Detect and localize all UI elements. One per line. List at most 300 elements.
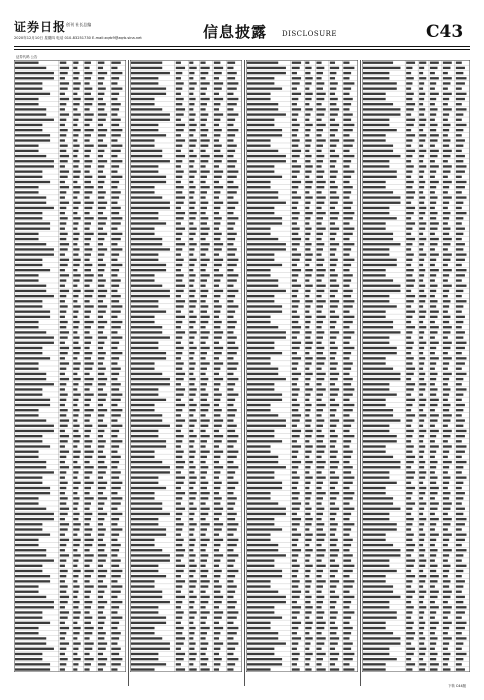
table-cell-text xyxy=(111,404,117,406)
table-cell-text xyxy=(292,554,299,556)
table-cell-text xyxy=(343,637,349,639)
table-cell-text xyxy=(176,300,185,302)
table-cell-text xyxy=(200,622,205,624)
table-cell-text xyxy=(316,378,324,380)
table-cell-text xyxy=(419,528,423,530)
table-cell-text xyxy=(227,461,233,463)
table-cell-text xyxy=(305,326,309,328)
table-cell-text xyxy=(200,580,209,582)
table-cell-text xyxy=(176,575,181,577)
table-cell-text xyxy=(305,611,311,613)
table-cell-text xyxy=(292,430,301,432)
table-cell-text xyxy=(316,357,325,359)
table-cell-text xyxy=(330,352,337,354)
table-cell-text xyxy=(98,170,103,172)
table-cell-text xyxy=(214,82,223,84)
table-cell-text xyxy=(214,393,222,395)
table-cell-text xyxy=(200,378,208,380)
table-cell-text xyxy=(60,399,67,401)
table-cell-text xyxy=(330,248,337,250)
table-cell-text xyxy=(111,62,120,64)
table-cell-text xyxy=(98,165,105,167)
table-cell-text xyxy=(227,430,235,432)
table-cell-text xyxy=(176,487,181,489)
table-cell-text xyxy=(111,160,122,162)
table-cell-text xyxy=(73,476,77,478)
table-cell-text xyxy=(98,399,106,401)
table-cell-text xyxy=(15,622,50,624)
table-cell-text xyxy=(189,518,193,520)
table-cell-text xyxy=(305,357,312,359)
table-cell-text xyxy=(343,409,352,411)
table-cell-text xyxy=(214,155,223,157)
table-cell-text xyxy=(60,155,69,157)
table-cell-text xyxy=(73,300,77,302)
table-cell-text xyxy=(189,108,193,110)
table-cell-text xyxy=(200,305,208,307)
table-cell-text xyxy=(73,606,78,608)
table-cell-text xyxy=(330,279,337,281)
table-cell-text xyxy=(60,77,65,79)
table-cell-text xyxy=(15,580,50,582)
table-cell-text xyxy=(305,476,312,478)
table-cell-text xyxy=(316,409,323,411)
table-cell-text xyxy=(200,352,207,354)
table-cell-text xyxy=(456,642,463,644)
table-cell-text xyxy=(247,150,278,152)
table-cell-text xyxy=(84,622,91,624)
table-cell-text xyxy=(84,451,93,453)
table-cell-text xyxy=(305,108,312,110)
table-cell-text xyxy=(247,611,274,613)
table-cell-text xyxy=(176,476,185,478)
table-cell-text xyxy=(60,456,67,458)
table-cell-text xyxy=(73,497,79,499)
table-cell-text xyxy=(200,253,205,255)
table-cell-text xyxy=(406,668,412,670)
table-cell-text xyxy=(73,451,80,453)
table-cell-text xyxy=(98,321,107,323)
table-cell-text xyxy=(406,559,415,561)
table-cell-text xyxy=(131,207,170,209)
table-cell-text xyxy=(305,72,310,74)
table-cell-text xyxy=(214,648,221,650)
table-cell-text xyxy=(406,352,411,354)
table-cell-text xyxy=(227,523,238,525)
table-cell-text xyxy=(60,383,67,385)
table-cell-text xyxy=(60,534,65,536)
table-cell-text xyxy=(343,124,354,126)
table-cell-text xyxy=(176,108,185,110)
table-cell-text xyxy=(176,637,185,639)
table-cell-text xyxy=(15,393,42,395)
table-cell-text xyxy=(430,217,436,219)
table-cell-text xyxy=(305,591,309,593)
table-cell-text xyxy=(316,113,324,115)
table-cell-text xyxy=(456,663,462,665)
table-cell-text xyxy=(131,617,166,619)
table-cell-text xyxy=(176,653,185,655)
table-cell-text xyxy=(131,476,158,478)
table-cell-text xyxy=(189,523,196,525)
table-cell-text xyxy=(343,285,349,287)
table-cell-text xyxy=(200,404,209,406)
table-cell-text xyxy=(200,471,207,473)
table-cell-text xyxy=(343,176,351,178)
table-cell-text xyxy=(406,497,411,499)
table-cell-text xyxy=(406,502,415,504)
table-cell-text xyxy=(131,585,155,587)
table-cell-text xyxy=(430,259,436,261)
table-cell-text xyxy=(343,611,354,613)
table-cell-text xyxy=(131,191,155,193)
table-cell-text xyxy=(227,62,235,64)
table-cell-text xyxy=(406,98,412,100)
table-cell-text xyxy=(98,404,103,406)
table-cell-text xyxy=(292,300,300,302)
table-cell-text xyxy=(406,217,411,219)
table-cell-text xyxy=(111,513,122,515)
table-cell-text xyxy=(343,466,352,468)
table-cell-text xyxy=(214,181,219,183)
table-cell-text xyxy=(111,165,119,167)
table-cell-text xyxy=(214,357,219,359)
table-cell-text xyxy=(98,217,107,219)
table-cell-text xyxy=(131,145,155,147)
table-cell-text xyxy=(227,471,235,473)
table-cell-text xyxy=(316,627,324,629)
table-cell-text xyxy=(189,300,196,302)
table-cell-text xyxy=(200,145,208,147)
table-cell-text xyxy=(214,77,219,79)
table-cell-text xyxy=(430,155,438,157)
table-cell-text xyxy=(316,264,323,266)
table-cell-text xyxy=(227,497,236,499)
table-cell-text xyxy=(189,585,195,587)
table-cell-text xyxy=(406,451,412,453)
table-cell-text xyxy=(247,575,282,577)
table-cell-text xyxy=(176,305,184,307)
table-cell-text xyxy=(189,373,193,375)
table-cell-text xyxy=(176,326,181,328)
table-cell-text xyxy=(200,134,207,136)
table-cell-text xyxy=(316,82,324,84)
table-cell-text xyxy=(131,627,155,629)
table-cell-text xyxy=(227,212,233,214)
table-cell-text xyxy=(363,482,397,484)
table-cell-text xyxy=(316,207,321,209)
table-cell-text xyxy=(343,596,354,598)
table-cell-text xyxy=(176,585,183,587)
table-cell-text xyxy=(456,476,467,478)
table-cell-text xyxy=(330,575,335,577)
table-cell-text xyxy=(363,663,386,665)
table-cell-text xyxy=(419,264,423,266)
table-cell-text xyxy=(60,222,67,224)
table-cell-text xyxy=(214,170,223,172)
table-cell-text xyxy=(363,632,393,634)
table-cell-text xyxy=(98,632,106,634)
table-cell-text xyxy=(330,196,339,198)
table-cell-text xyxy=(443,378,449,380)
table-cell-text xyxy=(131,269,166,271)
table-cell-text xyxy=(363,622,386,624)
table-cell-text xyxy=(419,508,424,510)
table-cell-text xyxy=(98,98,103,100)
table-cell-text xyxy=(419,419,424,421)
table-cell-text xyxy=(292,264,297,266)
table-cell-text xyxy=(84,145,93,147)
table-cell-text xyxy=(247,311,282,313)
table-cell-text xyxy=(111,451,117,453)
table-cell-text xyxy=(406,238,415,240)
table-cell-text xyxy=(247,445,271,447)
table-cell-text xyxy=(292,404,300,406)
table-cell-text xyxy=(247,222,282,224)
table-cell-text xyxy=(292,305,299,307)
table-cell-text xyxy=(111,668,117,670)
table-cell-text xyxy=(247,476,274,478)
table-cell-text xyxy=(292,311,297,313)
table-cell-text xyxy=(200,591,205,593)
table-cell-text xyxy=(200,357,205,359)
table-cell-text xyxy=(430,145,435,147)
table-cell-text xyxy=(214,653,219,655)
table-cell-text xyxy=(15,425,54,427)
table-cell-text xyxy=(15,196,46,198)
table-cell-text xyxy=(443,362,449,364)
table-cell-text xyxy=(316,388,325,390)
table-cell-text xyxy=(98,539,103,541)
table-cell-text xyxy=(456,72,463,74)
table-cell-text xyxy=(343,305,352,307)
table-cell-text xyxy=(227,145,236,147)
table-cell-text xyxy=(200,456,207,458)
table-cell-text xyxy=(343,591,349,593)
table-cell-text xyxy=(189,409,195,411)
table-cell-text xyxy=(292,259,300,261)
table-cell-text xyxy=(316,243,324,245)
table-cell-text xyxy=(363,658,397,660)
table-cell-text xyxy=(176,435,184,437)
table-cell-text xyxy=(227,606,235,608)
table-cell-text xyxy=(305,87,309,89)
table-cell-text xyxy=(15,409,39,411)
table-cell-text xyxy=(214,145,222,147)
table-cell-text xyxy=(227,632,236,634)
table-cell-text xyxy=(98,559,106,561)
table-cell-text xyxy=(330,388,339,390)
table-cell-text xyxy=(60,290,69,292)
table-cell-text xyxy=(15,497,39,499)
table-cell-text xyxy=(419,404,425,406)
table-cell-text xyxy=(406,539,412,541)
table-cell-text xyxy=(343,430,349,432)
table-cell-text xyxy=(247,290,286,292)
table-cell-text xyxy=(189,497,195,499)
table-cell-text xyxy=(214,383,221,385)
table-cell-text xyxy=(227,648,235,650)
table-cell-text xyxy=(316,155,324,157)
table-cell-text xyxy=(84,285,89,287)
table-cell-text xyxy=(363,238,393,240)
table-cell-text xyxy=(343,539,352,541)
table-cell-text xyxy=(176,274,184,276)
table-cell-text xyxy=(189,311,193,313)
table-cell-text xyxy=(363,352,397,354)
table-cell-text xyxy=(98,580,103,582)
table-cell-text xyxy=(131,502,162,504)
table-cell-text xyxy=(98,129,107,131)
table-cell-text xyxy=(330,202,338,204)
table-cell-text xyxy=(227,113,238,115)
table-cell-text xyxy=(200,632,207,634)
table-cell-text xyxy=(176,565,185,567)
table-cell-text xyxy=(73,150,78,152)
table-grid xyxy=(14,60,126,672)
table-cell-text xyxy=(247,502,278,504)
table-cell-text xyxy=(443,134,448,136)
table-cell-text xyxy=(176,113,184,115)
table-cell-text xyxy=(292,233,299,235)
table-cell-text xyxy=(419,207,426,209)
table-cell-text xyxy=(131,326,162,328)
table-cell-text xyxy=(84,124,89,126)
table-cell-text xyxy=(406,591,415,593)
table-cell-text xyxy=(131,435,158,437)
table-cell-text xyxy=(430,373,438,375)
table-cell-text xyxy=(406,565,414,567)
table-cell-text xyxy=(430,399,439,401)
table-cell-text xyxy=(456,165,467,167)
table-cell-text xyxy=(330,321,337,323)
table-cell-text xyxy=(430,170,436,172)
table-cell-text xyxy=(73,445,77,447)
table-cell-text xyxy=(456,648,462,650)
table-cell-text xyxy=(443,518,452,520)
table-cell-text xyxy=(214,497,222,499)
table-cell-text xyxy=(343,622,349,624)
table-cell-text xyxy=(419,648,426,650)
table-cell-text xyxy=(343,445,349,447)
table-cell-text xyxy=(15,155,46,157)
table-cell-text xyxy=(316,253,321,255)
table-cell-text xyxy=(443,642,449,644)
table-cell-text xyxy=(443,279,448,281)
table-cell-text xyxy=(189,632,194,634)
table-cell-text xyxy=(111,145,122,147)
table-cell-text xyxy=(330,93,335,95)
table-cell-text xyxy=(131,113,170,115)
table-cell-text xyxy=(176,399,181,401)
table-cell-text xyxy=(176,217,184,219)
table-cell-text xyxy=(200,155,209,157)
table-cell-text xyxy=(419,269,425,271)
table-cell-text xyxy=(406,176,411,178)
table-cell-text xyxy=(343,119,351,121)
table-cell-text xyxy=(430,419,438,421)
table-cell-text xyxy=(456,591,462,593)
table-cell-text xyxy=(98,222,106,224)
table-cell-text xyxy=(214,165,219,167)
table-cell-text xyxy=(443,77,452,79)
table-cell-text xyxy=(343,388,354,390)
table-cell-text xyxy=(292,82,300,84)
table-cell-text xyxy=(73,596,77,598)
table-cell-text xyxy=(111,383,120,385)
table-cell-text xyxy=(330,207,335,209)
table-cell-text xyxy=(343,253,349,255)
table-cell-text xyxy=(98,228,103,230)
table-cell-text xyxy=(200,414,205,416)
table-cell-text xyxy=(343,191,351,193)
table-cell-text xyxy=(15,373,46,375)
table-cell-text xyxy=(200,399,207,401)
table-cell-text xyxy=(98,591,105,593)
table-cell-text xyxy=(227,124,233,126)
table-cell-text xyxy=(305,637,312,639)
table-cell-text xyxy=(419,300,425,302)
table-cell-text xyxy=(60,513,68,515)
table-cell-text xyxy=(111,606,119,608)
table-cell-text xyxy=(247,269,271,271)
table-cell-text xyxy=(456,445,467,447)
table-cell-text xyxy=(305,279,309,281)
table-cell-text xyxy=(305,362,311,364)
table-cell-text xyxy=(456,176,462,178)
table-cell-text xyxy=(343,108,349,110)
table-cell-text xyxy=(200,570,208,572)
table-cell-text xyxy=(111,591,120,593)
table-cell-text xyxy=(200,129,208,131)
table-cell-text xyxy=(443,331,451,333)
table-cell-text xyxy=(419,176,423,178)
table-cell-text xyxy=(247,570,282,572)
table-cell-text xyxy=(430,274,436,276)
table-cell-text xyxy=(456,155,465,157)
table-cell-text xyxy=(98,388,103,390)
table-cell-text xyxy=(15,336,54,338)
table-cell-text xyxy=(189,642,195,644)
table-cell-text xyxy=(305,285,312,287)
table-cell-text xyxy=(363,565,389,567)
table-cell-text xyxy=(305,523,311,525)
table-cell-text xyxy=(73,305,80,307)
table-cell-text xyxy=(247,347,274,349)
table-cell-text xyxy=(189,93,193,95)
table-cell-text xyxy=(15,98,39,100)
table-cell-text xyxy=(330,622,335,624)
table-cell-text xyxy=(214,373,219,375)
table-cell-text xyxy=(189,513,194,515)
table-cell-text xyxy=(189,305,195,307)
table-cell-text xyxy=(305,311,309,313)
table-cell-text xyxy=(363,399,386,401)
table-cell-text xyxy=(363,362,386,364)
table-cell-text xyxy=(227,181,233,183)
table-cell-text xyxy=(406,653,414,655)
table-cell-text xyxy=(131,119,170,121)
table-cell-text xyxy=(443,243,451,245)
table-cell-text xyxy=(98,202,107,204)
table-cell-text xyxy=(15,311,50,313)
table-cell-text xyxy=(363,217,397,219)
table-cell-text xyxy=(363,637,400,639)
table-cell-text xyxy=(247,134,282,136)
table-cell-text xyxy=(60,243,69,245)
table-cell-text xyxy=(131,300,158,302)
table-cell-text xyxy=(292,279,297,281)
